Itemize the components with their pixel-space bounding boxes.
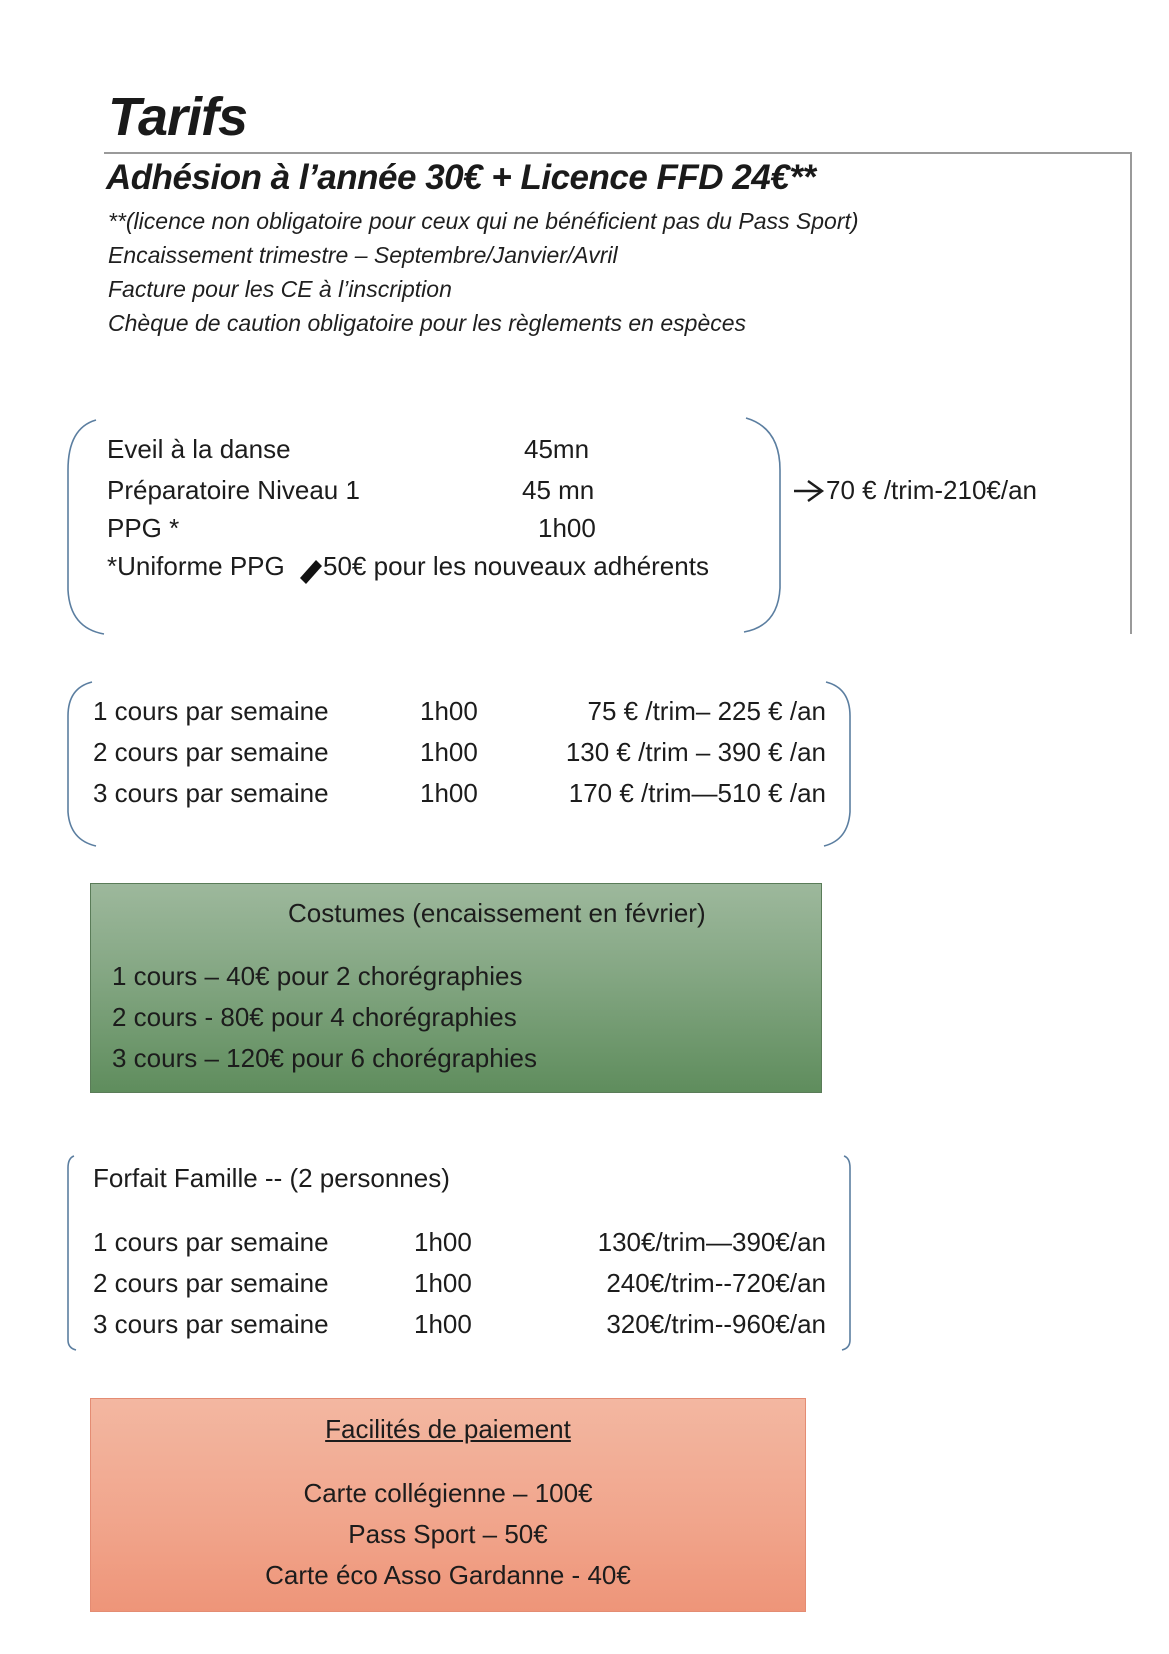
eveil-left-bracket: [68, 420, 104, 634]
course-row-2-duration: 1h00: [420, 737, 478, 767]
famille-row-1-duration: 1h00: [414, 1227, 472, 1257]
famille-row-3-price: 320€/trim--960€/an: [606, 1309, 826, 1339]
course-row-2-label: 2 cours par semaine: [93, 737, 329, 767]
ppg-row-label: PPG *: [107, 513, 180, 543]
costumes-line-3: 3 cours – 120€ pour 6 chorégraphies: [112, 1043, 537, 1073]
arrow-right-icon: [794, 481, 822, 501]
eveil-right-bracket: [744, 418, 780, 632]
course-row-1-label: 1 cours par semaine: [93, 696, 329, 726]
uniform-note-price: 50€ pour les nouveaux adhérents: [323, 551, 709, 581]
ink-mark-icon: [300, 560, 322, 584]
famille-row-2-label: 2 cours par semaine: [93, 1268, 329, 1298]
famille-row-1-label: 1 cours par semaine: [93, 1227, 329, 1257]
note-encaissement: Encaissement trimestre – Septembre/Janvier/Avril: [108, 242, 618, 268]
famille-row-2-duration: 1h00: [414, 1268, 472, 1298]
courses-right-bracket: [824, 682, 850, 846]
course-row-1-duration: 1h00: [420, 696, 478, 726]
paiement-line-1: Carte collégienne – 100€: [303, 1478, 593, 1508]
famille-right-bracket: [842, 1156, 850, 1350]
course-row-2-price: 130 € /trim – 390 € /an: [565, 737, 826, 767]
note-cheque: Chèque de caution obligatoire pour les règlements en espèces: [108, 310, 747, 336]
membership-subtitle: Adhésion à l’année 30€ + Licence FFD 24€**: [106, 158, 816, 197]
eveil-row-duration: 45mn: [524, 434, 590, 464]
costumes-line-2: 2 cours - 80€ pour 4 chorégraphies: [112, 1002, 517, 1032]
famille-heading: Forfait Famille -- (2 personnes): [93, 1163, 450, 1193]
paiement-line-2: Pass Sport – 50€: [348, 1519, 548, 1549]
course-row-1-price: 75 € /trim– 225 € /an: [587, 696, 826, 726]
famille-row-3-duration: 1h00: [414, 1309, 472, 1339]
eveil-price: 70 € /trim-210€/an: [826, 475, 1038, 505]
eveil-row-label: Eveil à la danse: [107, 434, 291, 464]
course-row-3-duration: 1h00: [420, 778, 478, 808]
note-licence: **(licence non obligatoire pour ceux qui ne bénéficient pas du Pass Sport): [108, 208, 859, 234]
famille-row-2-price: 240€/trim--720€/an: [606, 1268, 826, 1298]
course-row-3-price: 170 € /trim—510 € /an: [568, 778, 826, 808]
famille-left-bracket: [68, 1156, 76, 1350]
preparatoire-row-label: Préparatoire Niveau 1: [107, 475, 360, 505]
preparatoire-row-duration: 45 mn: [522, 475, 595, 505]
paiement-line-3: Carte éco Asso Gardanne - 40€: [265, 1560, 631, 1590]
ppg-row-duration: 1h00: [538, 513, 596, 543]
costumes-heading: Costumes (encaissement en février): [288, 898, 706, 928]
note-facture: Facture pour les CE à l’inscription: [108, 276, 452, 302]
famille-row-1-price: 130€/trim—390€/an: [597, 1227, 826, 1257]
paiement-heading: Facilités de paiement: [325, 1414, 571, 1444]
famille-row-3-label: 3 cours par semaine: [93, 1309, 329, 1339]
course-row-3-label: 3 cours par semaine: [93, 778, 329, 808]
costumes-line-1: 1 cours – 40€ pour 2 chorégraphies: [112, 961, 523, 991]
uniform-note-label: *Uniforme PPG: [107, 551, 285, 581]
page-title: Tarifs: [108, 87, 248, 147]
courses-left-bracket: [68, 682, 96, 846]
